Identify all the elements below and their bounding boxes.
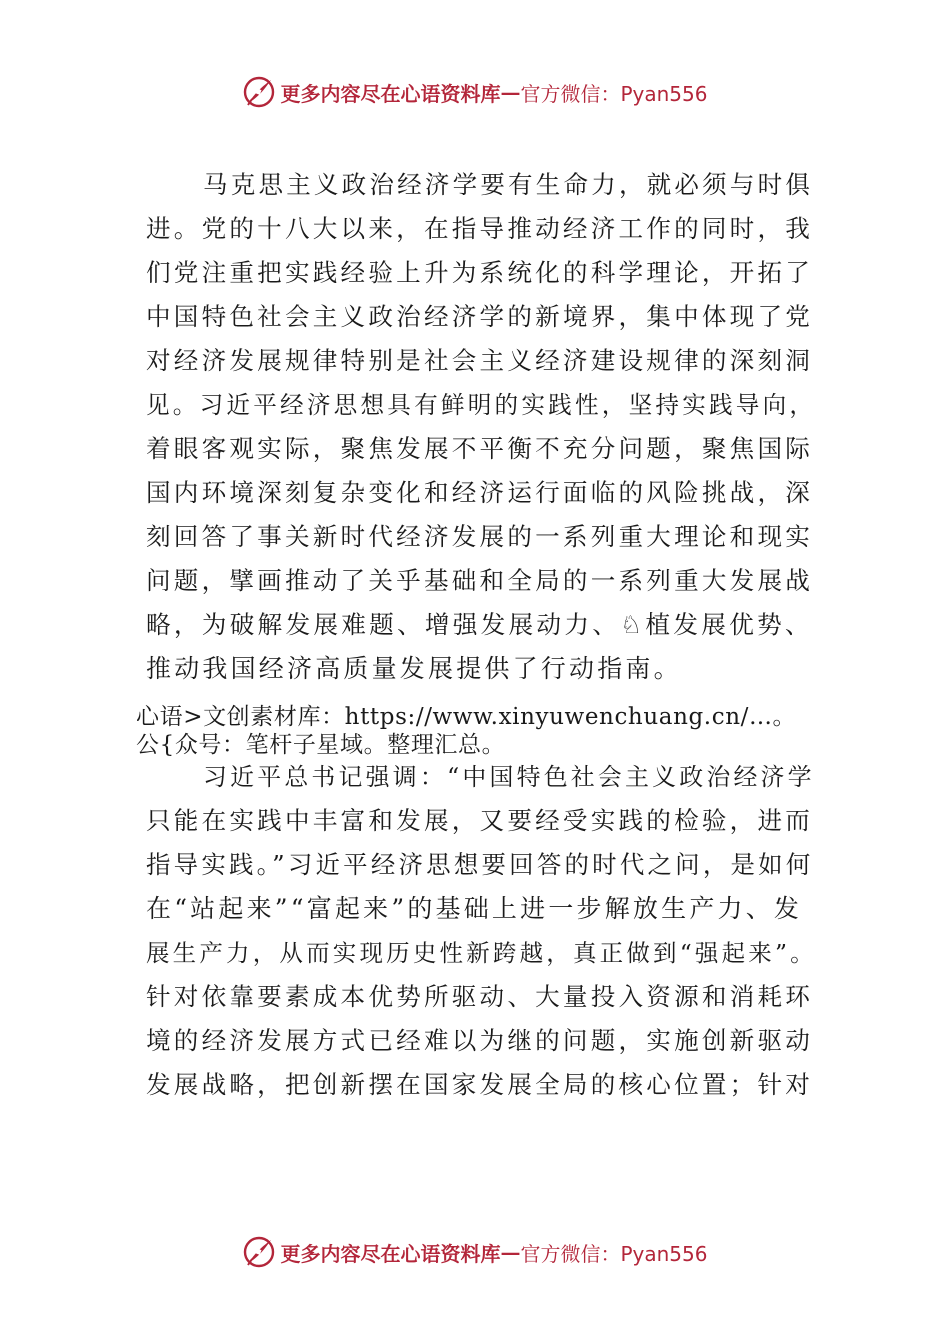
- source-note-line-1: 心语>文创素材库：https://www.xinyuwenchuang.cn/…。: [136, 704, 797, 730]
- footer-dash: —: [500, 1240, 521, 1264]
- header-wechat-text: 官方微信：Pyan556: [520, 81, 708, 106]
- paragraph-2-line: 发展战略，把创新摆在国家发展全局的核心位置；针对: [146, 1070, 814, 1099]
- paragraph-2-line: 展生产力，从而实现历史性新跨越，真正做到“强起来”。: [146, 939, 817, 967]
- paragraph-1-line: 见。习近平经济思想具有鲜明的实践性，坚持实践导向，: [146, 391, 817, 419]
- paragraph-2-line: 习近平总书记强调：“中国特色社会主义政治经济学: [203, 763, 815, 791]
- footer-wechat-text: 官方微信：Pyan556: [520, 1241, 708, 1266]
- paragraph-2-line: 只能在实践中丰富和发展，又要经受实践的检验，进而: [146, 806, 814, 835]
- footer-brand-text: 更多内容尽在心语资料库: [280, 1241, 501, 1266]
- paragraph-1-line: 对经济发展规律特别是社会主义经济建设规律的深刻洞: [146, 346, 814, 375]
- paragraph-1-line: 进。党的十八大以来，在指导推动经济工作的同时，我: [146, 214, 814, 243]
- quill-logo-icon: [242, 75, 276, 109]
- source-note-line-2: 公{众号：笔杆子星域。整理汇总。: [136, 732, 506, 758]
- paragraph-1-line: 刻回答了事关新时代经济发展的一系列重大理论和现实: [146, 522, 814, 551]
- paragraph-2-line: 境的经济发展方式已经难以为继的问题，实施创新驱动: [146, 1026, 814, 1055]
- paragraph-2-line: 在“站起来”“富起来”的基础上进一步解放生产力、发: [146, 894, 803, 923]
- paragraph-2-line: 针对依靠要素成本优势所驱动、大量投入资源和消耗环: [146, 982, 814, 1011]
- header-dash: —: [500, 80, 521, 104]
- paragraph-1-line: 着眼客观实际，聚焦发展不平衡不充分问题，聚焦国际: [146, 434, 814, 463]
- paragraph-1-line: 国内环境深刻复杂变化和经济运行面临的风险挑战，深: [146, 478, 814, 507]
- paragraph-1-line: 推动我国经济高质量发展提供了行动指南。: [146, 654, 682, 683]
- paragraph-2-line: 指导实践。”习近平经济思想要回答的时代之问，是如何: [146, 850, 814, 879]
- paragraph-1-line: 问题，擘画推动了关乎基础和全局的一系列重大发展战: [146, 566, 814, 595]
- paragraph-1-line: 略，为破解发展难题、增强发展动力、♘植发展优势、: [146, 610, 813, 639]
- footer-banner: [0, 1232, 950, 1272]
- quill-logo-icon: [242, 1235, 276, 1269]
- header-brand-text: 更多内容尽在心语资料库: [280, 81, 501, 106]
- paragraph-1-line: 中国特色社会主义政治经济学的新境界，集中体现了党: [146, 302, 814, 331]
- header-banner: [0, 72, 950, 112]
- paragraph-1-line: 们党注重把实践经验上升为系统化的科学理论，开拓了: [146, 258, 814, 287]
- paragraph-1-line: 马克思主义政治经济学要有生命力，就必须与时俱: [203, 170, 814, 199]
